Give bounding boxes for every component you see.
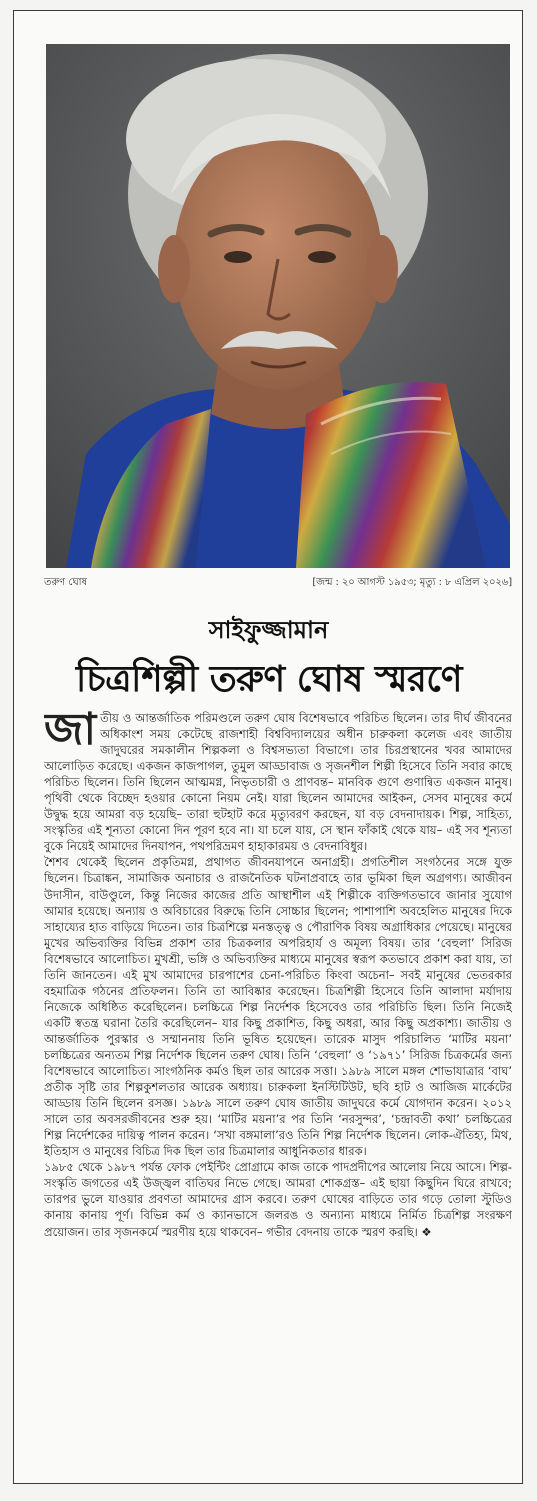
caption-dates: [জন্ম : ২০ আগস্ট ১৯৫৩; মৃত্যু : ৮ এপ্রিল ২০২৬] <box>312 577 512 588</box>
dropcap: জা <box>44 710 97 755</box>
headline: চিত্রশিল্পী তরুণ ঘোষ স্মরণে <box>75 659 463 700</box>
paragraph-1 <box>44 710 512 854</box>
paragraph-3: ১৯৮৫ থেকে ১৯৮৭ পর্যন্ত ফোক পেইন্টিং প্রোগ্রামে কাজ তাকে পাদপ্রদীপের আলোয় নিয়ে আসে। শিল্প-সংস্কৃতি জগতের এই উজ্জ্বল বাতিঘর নিভে গেছে। আমরা শোকগ্রস্ত– এই ছায়া কিছুদিন ঘিরে রাখবে; তারপর ভুলে যাওয়ার প্রবণতা আমাদের গ্রাস করবে। তরুণ ঘোষের বাড়িতে তার গড়ে তোলা স্টুডিও কানায় কানায় পূর্ণ। বিভিন্ন কর্ম ও ক্যানভাসে জলরঙ ও অন্যান্য মাধ্যমে নির্মিত চিত্রশিল্প সংরক্ষণ প্রয়োজন। তার সৃজনকর্মে স্মরণীয় হয়ে থাকবেন– গভীর বেদনায় তাকে স্মরণ করছি। ❖ <box>44 1160 512 1239</box>
paragraph-1-text: তীয় ও আন্তর্জাতিক পরিমণ্ডলে তরুণ ঘোষ বিশেষভাবে পরিচিত ছিলেন। তার দীর্ঘ জীবনের অধিকাংশ সময় কেটেছে রাজশাহী বিশ্ববিদ্যালয়ের অধীন চারুকলা কলেজ এবং জাতীয় জাদুঘরের সমকালীন শিল্পকলা ও বিশ্বসভ্যতা বিভাগে। তার চিরপ্রস্থানের খবর আমাদের আলোড়িত করেছে। একজন কাজপাগল, তুমুল আড্ডাবাজ ও সৃজনশীল শিল্পী হিসেবে তিনি সবার কাছে পরিচিত ছিলেন। তিনি ছিলেন আত্মমগ্ন, নিভৃতচারী ও প্রাণবন্ত– মানবিক গুণে গুণান্বিত একজন মানুষ। পৃথিবী থেকে বিচ্ছেদ হওয়ার কোনো নিয়ম নেই। যারা ছিলেন আমাদের আইকন, সেসব মানুষের কর্মে উদ্বুদ্ধ হয়ে আমরা বড় হয়েছি– তারা হুটহাট করে মৃত্যুবরণ করছেন, যা বড় বেদনাদায়ক। শিল্প, সাহিত্য, সংস্কৃতির এই শূন্যতা কোনো দিন পূরণ হবে না। যা চলে যায়, সে স্থান ফাঁকাই থেকে যায়– এই সব শূন্যতা বুকে নিয়েই আমাদের দিনযাপন, পথপরিভ্রমণ হাহাকারময় ও বেদনাবিধুর। <box>44 711 512 854</box>
caption-name: তরুণ ঘোষ <box>44 577 88 588</box>
portrait-photo <box>46 44 510 568</box>
byline: সাইফুজ্জামান <box>208 616 329 644</box>
article-body <box>44 710 512 1476</box>
paragraph-2: শৈশব থেকেই ছিলেন প্রকৃতিমগ্ন, প্রথাগত জীবনযাপনে অনাগ্রহী। প্রগতিশীল সংগঠনের সঙ্গে যুক্ত ছিলেন। চিত্রাঙ্কন, সামাজিক অনাচার ও রাজনৈতিক ঘটনাপ্রবাহে তার ভূমিকা ছিল অগ্রগণ্য। আজীবন উদাসীন, বাউণ্ডুলে, কিন্তু নিজের কাজের প্রতি আস্থাশীল এই শিল্পীকে ব্যক্তিগতভাবে জানার সুযোগ আমার হয়েছে। অন্যায় ও অবিচারের বিরুদ্ধে তিনি সোচ্চার ছিলেন; পাশাপাশি অবহেলিত মানুষের দিকে সাহায্যের হাত বাড়িয়ে দিতেন। তার চিত্রশিল্পে মনস্তত্ত্ব ও পৌরাণিক বিষয় অগ্রাধিকার পেয়েছে। মানুষের মুখের অভিব্যক্তির বিভিন্ন প্রকাশ তার চিত্রকলার অপরিহার্য ও অমূল্য বিষয়। তার ‘বেহুলা’ সিরিজ বিশেষভাবে আলোচিত। মুখশ্রী, ভঙ্গি ও অভিব্যক্তির মাধ্যমে মানুষের স্বরূপ কতভাবে প্রকাশ করা যায়, তা তিনি জানতেন। এই মুখ আমাদের চারপাশের চেনা-পরিচিত কিংবা অচেনা– সবই মানুষের ভেতরকার বহমাত্রিক গঠনের প্রতিফলন। তিনি তা আবিষ্কার করেছেন। চিত্রশিল্পী হিসেবে তিনি আলাদা মর্যাদায় নিজেকে অধিষ্ঠিত করেছিলেন। চলচ্চিত্রে শিল্প নির্দেশক হিসেবেও তার পরিচিতি ছিল। তিনি নিজেই একটি স্বতন্ত্র ঘরানা তৈরি করেছিলেন– যার কিছু প্রকাশিত, কিছু অধরা, আর কিছু অপ্রকাশ্য। জাতীয় ও আন্তর্জাতিক পুরস্কার ও সম্মাননায় তিনি ভূষিত হয়েছেন। তারেক মাসুদ পরিচালিত ‘মাটির ময়না’ চলচ্চিত্রের অন্যতম শিল্প নির্দেশক ছিলেন তরুণ ঘোষ। তিনি ‘বেহুলা’ ও ‘১৯৭১’ সিরিজ চিত্রকর্মের জন্য বিশেষভাবে আলোচিত। সাংগঠনিক কর্মও ছিল তার আরেক সত্তা। ১৯৮৯ সালে মঙ্গল শোভাযাত্রার ‘বাঘ’ প্রতীক সৃষ্টি তার শিল্পকুশলতার আরেক অধ্যায়। চারুকলা ইনস্টিটিউট, ছবি হাট ও আজিজ মার্কেটের আড্ডায় তিনি ছিলেন রসজ্ঞ। ১৯৮৯ সালে তরুণ ঘোষ জাতীয় জাদুঘরে কর্মে যোগদান করেন। ২০১২ সালে তার অবসরজীবনের শুরু হয়। ‘মাটির ময়না’র পর তিনি ‘নরসুন্দর’, ‘চন্দ্রাবতী কথা’ চলচ্চিত্রের শিল্প নির্দেশকের দায়িত্ব পালন করেন। ‘সখা বঙ্গমালা’রও তিনি শিল্প নির্দেশক ছিলেন। লোক-ঐতিহ্য, মিথ, ইতিহাস ও মানুষের বিচিত্র দিক ছিল তার চিত্রমালার আধুনিকতার ধারক। <box>44 855 512 1159</box>
portrait-illustration <box>46 44 510 568</box>
